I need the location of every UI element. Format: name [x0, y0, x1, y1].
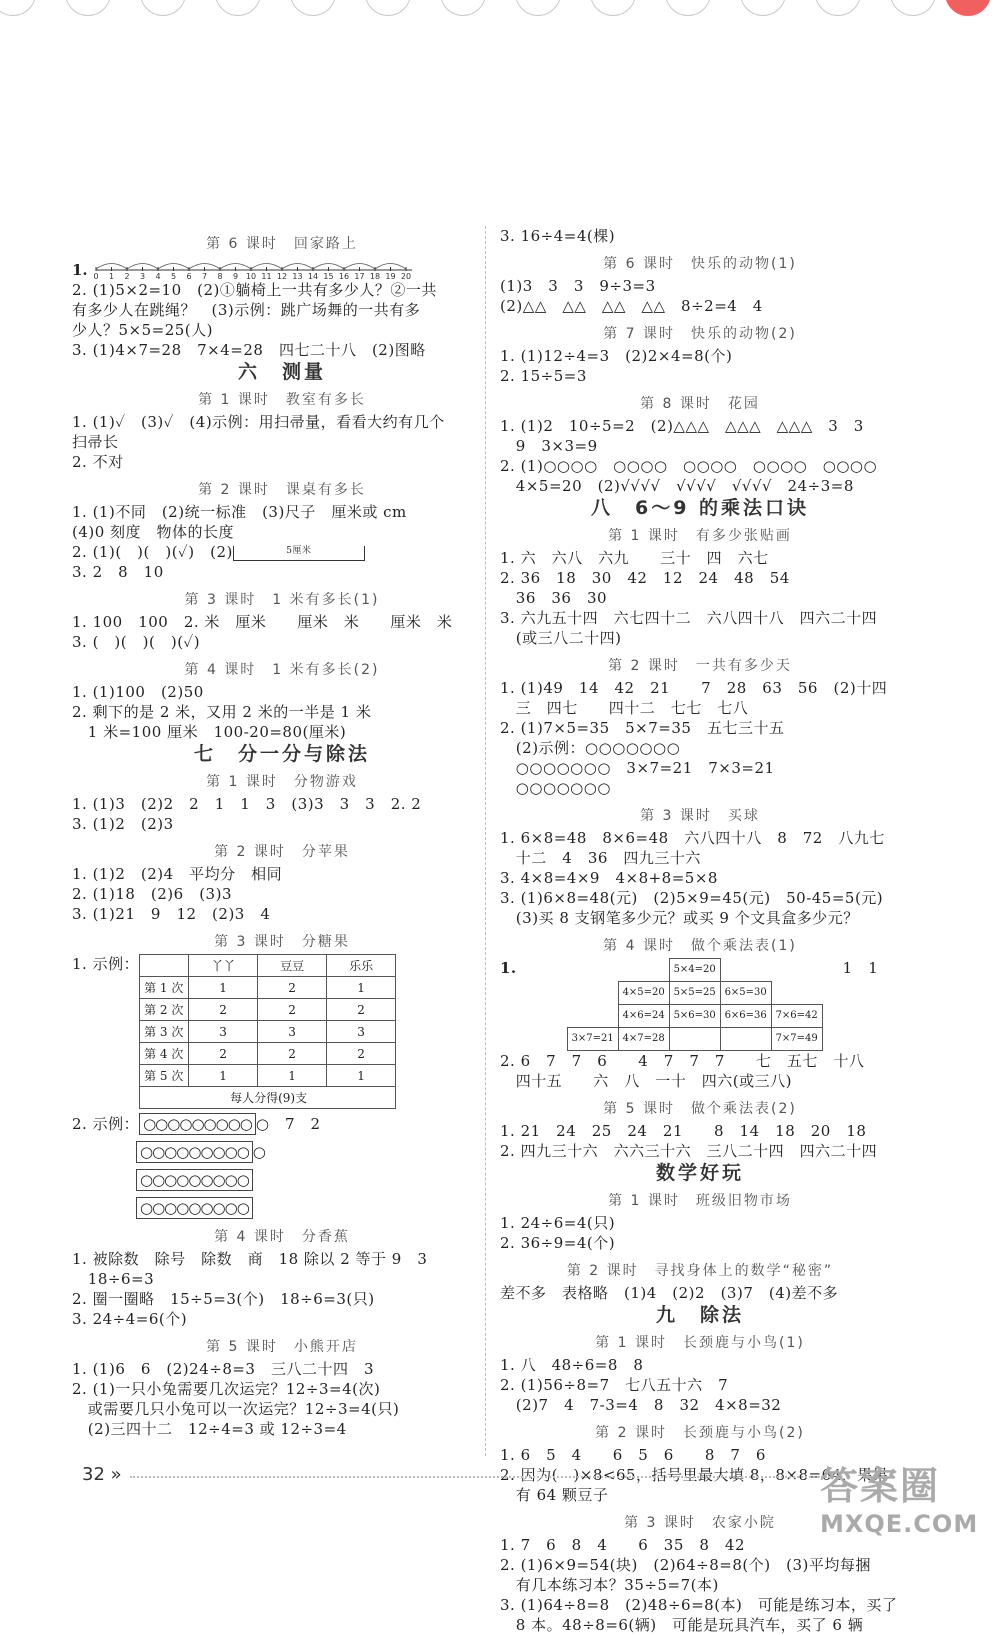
- unit-title: 六 测量: [237, 361, 326, 383]
- watermark-logo: 答案圈: [820, 1464, 941, 1508]
- table-cell: 4×6=24: [618, 1005, 669, 1028]
- answer-text: 2. (1)( )( )(✓) (2): [72, 543, 233, 561]
- answer-line: 3. 16÷4=4(棵): [500, 227, 616, 245]
- answer-line: 2. 36 18 30 42 12 24 48 54: [500, 569, 790, 587]
- lesson-title: 第 5 课时 做个乘法表(2): [603, 1101, 797, 1117]
- tab-circle: [0, 0, 36, 16]
- answer-line: 有多少人在跳绳？ (3)示例：跳广场舞的一共有多: [72, 301, 421, 319]
- answer-line: 1. (1)3 (2)2 2 1 1 3 (3)3 3 3 2. 2: [72, 795, 422, 813]
- lesson-title: 第 2 课时 长颈鹿与小鸟(2): [595, 1425, 805, 1441]
- answer-line: (2)示例：○○○○○○○: [500, 739, 681, 757]
- table-cell: [567, 982, 618, 1005]
- table-cell: 1: [327, 977, 396, 999]
- page-number-text: 32: [82, 1464, 105, 1485]
- table-header-cell: [140, 955, 189, 977]
- answer-text: 1. 示例：: [72, 955, 140, 973]
- answer-line: 少人？5×5=25(人): [72, 321, 214, 339]
- table-cell: 4×5=20: [618, 982, 669, 1005]
- answer-line: 1. (1)100 (2)50: [72, 683, 204, 701]
- answer-line: 1. (1)6 6 (2)24÷8=3 三八二十四 3: [72, 1360, 375, 1378]
- table-cell: 1: [258, 1065, 327, 1087]
- answer-line: 3. 2 8 10: [72, 563, 164, 581]
- tab-circle: [815, 0, 861, 16]
- answer-line: 2. 剩下的是 2 米，又用 2 米的一半是 1 米: [72, 703, 372, 721]
- answer-line: 2. 15÷5=3: [500, 367, 587, 385]
- lesson-title: 第 4 课时 做个乘法表(1): [603, 938, 797, 954]
- number-line-label: 10: [245, 272, 256, 280]
- lesson-title: 第 6 课时 快乐的动物(1): [603, 256, 797, 272]
- answer-line: 扫帚长: [72, 433, 119, 451]
- lesson-title: 第 1 课时 分物游戏: [206, 774, 358, 790]
- answer-line: 2. 6 7 7 6 4 7 7 7 七 五七 十八: [500, 1052, 865, 1070]
- answer-line: 2. 因为( )×8<65，括号里最大填 8，8×8=64，果果: [500, 1466, 889, 1484]
- tab-circle: [590, 0, 636, 16]
- answer-line: 或需要几只小兔可以一次运完？12÷3=4(只): [72, 1400, 400, 1418]
- table-cell: [567, 1005, 618, 1028]
- table-cell: 2: [258, 977, 327, 999]
- right-column: [500, 226, 900, 1635]
- table-cell: 5×6=30: [669, 1005, 720, 1028]
- answer-line: 3. 24÷4=6(个): [72, 1310, 188, 1328]
- circle-group: ○○○○○○○○○: [136, 1141, 253, 1163]
- circle-group: ○○○○○○○○○: [136, 1197, 253, 1219]
- table-cell: 7×6=42: [771, 1005, 822, 1028]
- circle-group: ○○○○○○○○○: [136, 1169, 253, 1191]
- lesson-title: 第 3 课时 农家小院: [624, 1515, 776, 1531]
- table-header-cell: 乐乐: [327, 955, 396, 977]
- table-cell: 1: [327, 1065, 396, 1087]
- answer-line: 1. 7 6 8 4 6 35 8 42: [500, 1536, 746, 1554]
- number-line-label: 15: [323, 272, 334, 280]
- table-cell: [618, 959, 669, 982]
- answer-line: 3. (1)21 9 12 (2)3 4: [72, 905, 271, 923]
- answer-line: 3. (1)2 (2)3: [72, 815, 174, 833]
- answer-line: 差不多 表格略 (1)4 (2)2 (3)7 (4)差不多: [500, 1284, 839, 1302]
- answer-line: (或三八二十四): [500, 629, 622, 647]
- answer-line: (2)7 4 7-3=4 8 32 4×8=32: [500, 1396, 782, 1414]
- number-line-label: 0: [93, 272, 99, 280]
- table-row: [567, 1005, 822, 1028]
- ruler-drawing: 5厘米: [233, 546, 365, 561]
- table-cell: 2: [258, 999, 327, 1021]
- table-cell: [669, 1028, 720, 1051]
- table-cell: 3×7=21: [567, 1028, 618, 1051]
- answer-line: (1)3 3 3 9÷3=3: [500, 277, 656, 295]
- number-line-label: 17: [354, 272, 365, 280]
- number-line-answer: [72, 256, 492, 280]
- number-line-label: 5: [170, 272, 176, 280]
- answer-line: 3. 六九五十四 六七四十二 六八四十八 四六二十四: [500, 609, 878, 627]
- answer-line: ○○○○○○○: [500, 779, 611, 797]
- number-line-label: 7: [201, 272, 207, 280]
- tab-circle-active: [945, 0, 991, 16]
- table-header-row: [140, 955, 396, 977]
- answer-text: 7 2: [285, 1115, 321, 1133]
- answer-line: 1. 21 24 25 24 21 8 14 18 20 18: [500, 1122, 867, 1140]
- number-line-label: 14: [307, 272, 318, 280]
- answer-line: 2. 四九三十六 六六三十六 三八二十四 四六二十四: [500, 1142, 878, 1160]
- circle-row: [136, 1197, 492, 1219]
- table-cell: 3: [189, 1021, 258, 1043]
- tab-circle: [740, 0, 786, 16]
- page-number: [82, 1464, 122, 1485]
- answer-line: 十二 4 36 四九三十六: [500, 849, 701, 867]
- number-line-label: 18: [369, 272, 380, 280]
- watermark: [820, 1455, 978, 1538]
- answer-line: 1. 八 48÷6=8 8: [500, 1356, 644, 1374]
- candy-table-answer: [72, 954, 492, 1109]
- answer-line: (2)三四十二 12÷4=3 或 12÷3=4: [72, 1420, 347, 1438]
- answer-line: 4×5=20 (2)√√√√ √√√√ √√√√ 24÷3=8: [500, 477, 854, 495]
- unit-title: 七 分一分与除法: [193, 743, 370, 765]
- number-line-label: 3: [139, 272, 145, 280]
- lesson-title: 第 5 课时 小熊开店: [206, 1339, 358, 1355]
- table-cell: 第 2 次: [140, 999, 189, 1021]
- answer-line: 1. 24÷6=4(只): [500, 1214, 616, 1232]
- answer-line: [72, 542, 492, 562]
- lesson-title: 第 6 课时 回家路上: [206, 236, 358, 252]
- table-cell: 3: [258, 1021, 327, 1043]
- answer-line: (3)买 8 支钢笔多少元？或买 9 个文具盒多少元？: [500, 909, 859, 927]
- unit-title: 数学好玩: [655, 1162, 744, 1184]
- circle-row: [136, 1141, 492, 1163]
- number-line-label: 13: [292, 272, 303, 280]
- number-line-label: 11: [261, 272, 272, 280]
- watermark-site: MXQE.COM: [820, 1510, 979, 1538]
- answer-line: 1. 6×8=48 8×6=48 六八四十八 8 72 八九七: [500, 829, 885, 847]
- answer-line: 2. 圈一圈略 15÷5=3(个) 18÷6=3(只): [72, 1290, 375, 1308]
- number-line-label: 19: [385, 272, 396, 280]
- table-cell: [720, 959, 771, 982]
- tab-circle: [290, 0, 336, 16]
- answer-line: ○○○○○○○ 3×7=21 7×3=21: [500, 759, 775, 777]
- unit-title: 八 6～9 的乘法口诀: [590, 497, 810, 519]
- answer-line: 1. (1)49 14 42 21 7 28 63 56 (2)十四: [500, 679, 888, 697]
- tab-circle: [665, 0, 711, 16]
- table-cell: 2: [189, 999, 258, 1021]
- answer-line: 3. (1)4×7=28 7×4=28 四七二十八 (2)图略: [72, 341, 426, 359]
- tab-circle: [365, 0, 411, 16]
- answer-line: [72, 1113, 492, 1135]
- chevron-right-icon: »: [110, 1464, 122, 1485]
- answer-line: 3. 4×8=4×9 4×8+8=5×8: [500, 869, 718, 887]
- answer-line: 1. 被除数 除号 除数 商 18 除以 2 等于 9 3: [72, 1250, 428, 1268]
- answer-line: 3. ( )( )( )(✓): [72, 633, 201, 651]
- answer-line: 2. (1)56÷8=7 七八五十六 7: [500, 1376, 729, 1394]
- table-cell: 3: [327, 1021, 396, 1043]
- table-row: [140, 1021, 396, 1043]
- answer-line: 9 3×3=9: [500, 437, 598, 455]
- lesson-title: 第 1 课时 有多少张贴画: [608, 528, 792, 544]
- table-cell: 2: [327, 999, 396, 1021]
- answer-line: 3. (1)6×8=48(元) (2)5×9=45(元) 50-45=5(元): [500, 889, 884, 907]
- number-line-label: 16: [338, 272, 349, 280]
- lesson-title: 第 1 课时 班级旧物市场: [608, 1193, 792, 1209]
- table-row: [140, 977, 396, 999]
- answer-line: 3. (1)64÷8=8 (2)48÷6=8(本) 可能是练习本，买了: [500, 1596, 898, 1614]
- table-cell: 4×7=28: [618, 1028, 669, 1051]
- answer-line: 1. (1)不同 (2)统一标准 (3)尺子 厘米或 cm: [72, 503, 407, 521]
- answer-line: 8 本。48÷8=6(辆) 可能是玩具汽车，买了 6 辆: [500, 1616, 864, 1634]
- table-cell: 5×5=25: [669, 982, 720, 1005]
- table-cell: 第 3 次: [140, 1021, 189, 1043]
- table-cell: 第 4 次: [140, 1043, 189, 1065]
- lesson-title: 第 3 课时 买球: [640, 808, 760, 824]
- number-line-label: 1: [108, 272, 114, 280]
- lesson-title: 第 2 课时 寻找身体上的数学“秘密”: [566, 1263, 834, 1279]
- question-number: 1.: [500, 959, 517, 977]
- table-cell: [567, 959, 618, 982]
- lesson-title: 第 1 课时 教室有多长: [198, 392, 366, 408]
- page-top-strip: [0, 0, 1000, 14]
- table-cell: 6×6=36: [720, 1005, 771, 1028]
- tab-circle: [65, 0, 111, 16]
- unit-title: 九 除法: [655, 1304, 744, 1326]
- answer-line: 2. 36÷9=4(个): [500, 1234, 616, 1252]
- multiplication-table-answer: [500, 958, 900, 1051]
- table-footer-row: [140, 1087, 396, 1109]
- table-cell: 2: [327, 1043, 396, 1065]
- question-number: 1.: [72, 261, 88, 279]
- lesson-title: 第 8 课时 花园: [640, 396, 760, 412]
- number-line-label: 2: [124, 272, 130, 280]
- answer-line: (4)0 刻度 物体的长度: [72, 523, 235, 541]
- multiplication-table: [567, 958, 823, 1051]
- table-cell: [771, 959, 822, 982]
- answer-line: 2. (1)一只小兔需要几次运完？12÷3=4(次): [72, 1380, 381, 1398]
- answer-line: 1. (1)✓ (3)✓ (4)示例：用扫帚量，看看大约有几个: [72, 413, 445, 431]
- table-cell: 第 1 次: [140, 977, 189, 999]
- number-line-label: 8: [217, 272, 223, 280]
- lesson-title: 第 2 课时 分苹果: [214, 844, 350, 860]
- answer-line: 2. (1)18 (2)6 (3)3: [72, 885, 232, 903]
- tab-circle: [515, 0, 561, 16]
- lesson-title: 第 1 课时 长颈鹿与小鸟(1): [595, 1335, 805, 1351]
- number-line-label: 4: [155, 272, 161, 280]
- lesson-title: 第 3 课时 分糖果: [214, 934, 350, 950]
- answer-line: 2. (1)5×2=10 (2)①躺椅上一共有多少人？②一共: [72, 281, 437, 299]
- answer-line: 有 64 颗豆子: [500, 1486, 609, 1504]
- answer-line: 1. 6 5 4 6 5 6 8 7 6: [500, 1446, 766, 1464]
- number-line: [88, 256, 418, 280]
- answer-line: 1. 六 六八 六九 三十 四 六七: [500, 549, 769, 567]
- lesson-title: 第 3 课时 1 米有多长(1): [184, 592, 380, 608]
- table-row: [140, 1065, 396, 1087]
- table-row: [140, 1043, 396, 1065]
- answer-line: 1. (1)12÷4=3 (2)2×4=8(个): [500, 347, 733, 365]
- number-line-label: 12: [276, 272, 287, 280]
- candy-table: [139, 954, 396, 1109]
- number-line-label: 6: [186, 272, 192, 280]
- answer-line: 18÷6=3: [72, 1270, 155, 1288]
- answer-line: 1 米=100 厘米 100-20=80(厘米): [72, 723, 347, 741]
- answer-text: ○: [255, 1115, 270, 1133]
- lesson-title: 第 2 课时 一共有多少天: [608, 658, 792, 674]
- lesson-title: 第 4 课时 分香蕉: [214, 1229, 350, 1245]
- table-row: [140, 999, 396, 1021]
- answer-text: ○: [252, 1143, 266, 1161]
- answer-line: 有几本练习本？35÷5=7(本): [500, 1576, 719, 1594]
- table-cell: 第 5 次: [140, 1065, 189, 1087]
- answer-line: 2. (1)○○○○ ○○○○ ○○○○ ○○○○ ○○○○: [500, 457, 878, 475]
- answer-text: 2. 示例：: [72, 1115, 140, 1133]
- answer-line: 2. (1)6×9=54(块) (2)64÷8=8(个) (3)平均每捆: [500, 1556, 871, 1574]
- answer-line: (2)△△ △△ △△ △△ 8÷2=4 4: [500, 297, 763, 315]
- table-header-cell: 豆豆: [258, 955, 327, 977]
- table-cell: 1: [189, 977, 258, 999]
- tab-circle: [440, 0, 486, 16]
- answer-line: 1. (1)2 10÷5=2 (2)△△△ △△△ △△△ 3 3: [500, 417, 864, 435]
- answer-line: 1. (1)2 (2)4 平均分 相同: [72, 865, 283, 883]
- number-line-label: 9: [232, 272, 238, 280]
- circle-row: [136, 1169, 492, 1191]
- left-column: [72, 226, 492, 1439]
- table-cell: 2: [258, 1043, 327, 1065]
- answer-line: 三 四七 四十二 七七 七八: [500, 699, 749, 717]
- table-row: [567, 1028, 822, 1051]
- tab-circle: [215, 0, 261, 16]
- lesson-title: 第 7 课时 快乐的动物(2): [603, 326, 797, 342]
- lesson-title: 第 4 课时 1 米有多长(2): [184, 662, 380, 678]
- answer-line: 2. 不对: [72, 453, 124, 471]
- table-cell: 6×5=30: [720, 982, 771, 1005]
- table-cell: 1: [189, 1065, 258, 1087]
- answer-line: 2. (1)7×5=35 5×7=35 五七三十五: [500, 719, 785, 737]
- table-header-cell: 丫丫: [189, 955, 258, 977]
- answer-line: 1. 100 100 2. 米 厘米 厘米 米 厘米 米: [72, 613, 453, 631]
- table-cell: 2: [189, 1043, 258, 1065]
- table-cell: 5×4=20: [669, 959, 720, 982]
- table-cell: 7×7=49: [771, 1028, 822, 1051]
- answer-text: 1 1: [842, 959, 879, 977]
- answer-line: 36 36 30: [500, 589, 608, 607]
- table-row: [567, 959, 822, 982]
- circle-group: ○○○○○○○○○: [139, 1113, 256, 1135]
- table-footer-cell: 每人分得(9)支: [140, 1087, 396, 1109]
- lesson-title: 第 2 课时 课桌有多长: [198, 482, 366, 498]
- footer-divider: [130, 1476, 830, 1478]
- table-row: [567, 982, 822, 1005]
- table-cell: [771, 982, 822, 1005]
- number-line-label: 20: [400, 272, 411, 280]
- answer-line: 四十五 六 八 一十 四六(或三八): [500, 1072, 793, 1090]
- table-cell: [720, 1028, 771, 1051]
- tab-circle: [890, 0, 936, 16]
- tab-circle: [140, 0, 186, 16]
